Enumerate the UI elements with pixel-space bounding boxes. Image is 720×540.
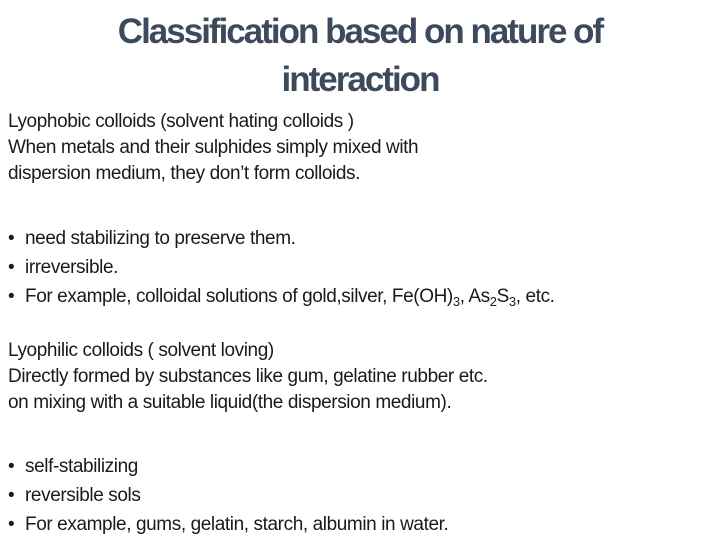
- example-mid-1: , As: [459, 286, 490, 307]
- subscript: 3: [508, 294, 516, 309]
- bullet-icon: •: [8, 456, 15, 477]
- bullet-icon: •: [8, 485, 15, 506]
- bullet-icon: •: [8, 514, 15, 535]
- bullet-icon: •: [8, 228, 15, 249]
- lyophilic-line-2: Directly formed by substances like gum, gelatine rubber etc.: [8, 366, 488, 387]
- bullet-text: self-stabilizing: [25, 456, 138, 477]
- list-item: [8, 282, 708, 311]
- lyophobic-bullet-list: [8, 224, 708, 311]
- lyophilic-description: [8, 338, 708, 416]
- list-item: [8, 224, 708, 253]
- lyophobic-line-2: When metals and their sulphides simply mixed with: [8, 137, 419, 158]
- subscript: 3: [452, 294, 460, 309]
- example-suffix: , etc.: [515, 286, 555, 307]
- lyophilic-heading: Lyophilic colloids ( solvent loving): [8, 340, 274, 361]
- lyophilic-line-3: on mixing with a suitable liquid(the dispersion medium).: [8, 392, 452, 413]
- lyophobic-heading: Lyophobic colloids (solvent hating colloids ): [8, 111, 354, 132]
- example-mid-2: S: [496, 286, 509, 307]
- lyophilic-bullet-list: [8, 452, 708, 539]
- bullet-text: irreversible.: [25, 257, 118, 278]
- example-prefix: For example, colloidal solutions of gold,silver, Fe(OH): [25, 286, 453, 307]
- title-line-2: interaction: [281, 60, 439, 99]
- list-item: [8, 253, 708, 282]
- subscript: 2: [489, 294, 497, 309]
- bullet-text: For example, gums, gelatin, starch, albumin in water.: [25, 514, 449, 535]
- bullet-icon: •: [8, 257, 15, 278]
- bullet-text: reversible sols: [25, 485, 141, 506]
- list-item: [8, 481, 708, 510]
- list-item: [8, 452, 708, 481]
- lyophobic-line-3: dispersion medium, they don’t form colloids.: [8, 163, 361, 184]
- bullet-text: need stabilizing to preserve them.: [25, 228, 296, 249]
- bullet-text-example: [25, 286, 555, 307]
- lyophobic-description: [8, 109, 708, 187]
- list-item: [8, 510, 708, 539]
- slide-title: [40, 8, 680, 104]
- title-line-1: Classification based on nature of: [117, 12, 603, 51]
- bullet-icon: •: [8, 286, 15, 307]
